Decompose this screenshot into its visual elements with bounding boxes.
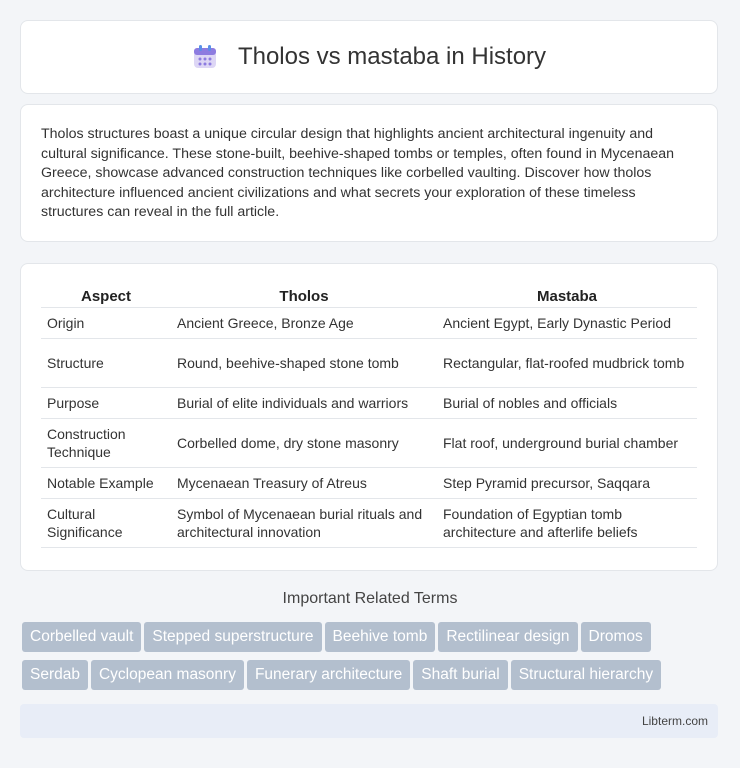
footer-brand-link[interactable]: Libterm.com [641,714,708,728]
related-term-tag[interactable]: Stepped superstructure [144,622,321,652]
comparison-card [20,263,718,571]
header-mastaba: Mastaba [437,284,697,308]
table-cell: Ancient Greece, Bronze Age [171,308,437,339]
table-cell: Symbol of Mycenaean burial rituals and architectural innovation [171,499,437,548]
related-terms-list [22,622,722,698]
intro-text: Tholos structures boast a unique circular design that highlights ancient architectural ingenuity and cultural significance. These stone-built, beehive-shaped tombs or temples, often found in Mycenaean Greece, showcase advanced construction techniques like corbelled vaulting. Discover how tholos architecture influenced ancient civilizations and what secrets your exploration of these timeless structures can reveal in the full article. [41,126,675,221]
comparison-table [41,284,697,548]
table-row [41,388,697,419]
related-term-tag[interactable]: Cyclopean masonry [91,660,244,690]
related-terms-title: Important Related Terms [282,590,458,607]
table-cell: Foundation of Egyptian tomb architecture and afterlife beliefs [437,499,697,548]
header-tholos: Tholos [171,284,437,308]
table-header-row [41,284,697,308]
table-cell: Round, beehive-shaped stone tomb [171,339,437,388]
table-row [41,339,697,388]
calendar-icon [192,44,218,70]
related-term-tag[interactable]: Corbelled vault [22,622,141,652]
related-term-tag[interactable]: Dromos [581,622,651,652]
table-cell: Mycenaean Treasury of Atreus [171,468,437,499]
intro-card [20,104,718,242]
table-cell: Structure [41,339,171,388]
table-cell: Purpose [41,388,171,419]
header-aspect: Aspect [41,284,171,308]
table-cell: Step Pyramid precursor, Saqqara [437,468,697,499]
page-title: Tholos vs mastaba in History [237,43,547,70]
table-cell: Construction Technique [41,419,171,468]
table-row [41,308,697,339]
table-cell: Burial of nobles and officials [437,388,697,419]
table-cell: Notable Example [41,468,171,499]
table-cell: Cultural Significance [41,499,171,548]
related-term-tag[interactable]: Shaft burial [413,660,507,690]
table-row [41,419,697,468]
table-row [41,499,697,548]
title-card [20,20,718,94]
related-term-tag[interactable]: Serdab [22,660,88,690]
table-cell: Flat roof, underground burial chamber [437,419,697,468]
table-cell: Ancient Egypt, Early Dynastic Period [437,308,697,339]
table-cell: Origin [41,308,171,339]
related-term-tag[interactable]: Funerary architecture [247,660,410,690]
related-term-tag[interactable]: Structural hierarchy [511,660,661,690]
table-cell: Burial of elite individuals and warriors [171,388,437,419]
table-cell: Corbelled dome, dry stone masonry [171,419,437,468]
related-term-tag[interactable]: Rectilinear design [438,622,577,652]
table-cell: Rectangular, flat-roofed mudbrick tomb [437,339,697,388]
footer [20,704,718,738]
related-term-tag[interactable]: Beehive tomb [325,622,436,652]
table-row [41,468,697,499]
